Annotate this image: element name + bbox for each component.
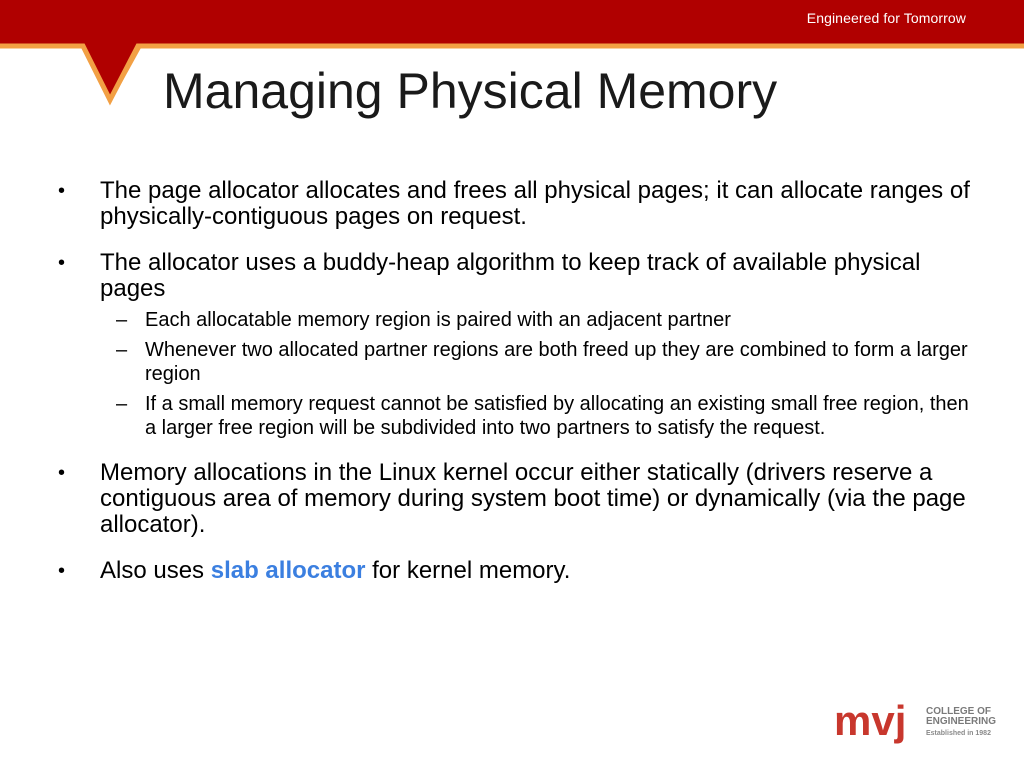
slide-content bbox=[58, 178, 978, 604]
bullet-3 bbox=[58, 460, 978, 538]
slide-title: Managing Physical Memory bbox=[163, 63, 778, 119]
bullet-4 bbox=[58, 558, 978, 584]
mvj-logo-mark bbox=[834, 697, 924, 749]
subitem-3 bbox=[100, 392, 978, 440]
subitem-dash: – bbox=[116, 339, 128, 361]
subitem-1-text: Each allocatable memory region is paired with an adjacent partner bbox=[145, 309, 731, 331]
college-logo bbox=[834, 697, 999, 749]
subitem-dash: – bbox=[116, 309, 128, 331]
subitem-1 bbox=[100, 308, 978, 332]
bullet-dot: • bbox=[58, 252, 66, 274]
header-tagline: Engineered for Tomorrow bbox=[806, 10, 966, 26]
mvj-mark-text: mvj bbox=[834, 697, 907, 744]
logo-college-name bbox=[926, 707, 996, 727]
bullet-4-text-before: Also uses bbox=[100, 557, 205, 584]
slab-allocator-highlight: slab allocator bbox=[210, 557, 366, 584]
subitem-3-text: If a small memory request cannot be satisfied by allocating an existing small free region, then a larger free region will be subdivided into two partners to satisfy the request. bbox=[145, 393, 969, 439]
bullet-1 bbox=[58, 178, 978, 230]
subitem-dash: – bbox=[116, 393, 128, 415]
subitem-2 bbox=[100, 338, 978, 386]
bullet-2-text: The allocator uses a buddy-heap algorithm to keep track of available physical pages bbox=[100, 249, 921, 302]
bullet-3-text: Memory allocations in the Linux kernel occur either statically (drivers reserve a contiguous area of memory during system boot time) or dynamically (via the page allocator). bbox=[100, 459, 966, 538]
subitem-2-text: Whenever two allocated partner regions are both freed up they are combined to form a larger region bbox=[145, 339, 968, 385]
bullet-1-text: The page allocator allocates and frees all physical pages; it can allocate ranges of physically-contiguous pages on request. bbox=[100, 177, 970, 230]
bullet-dot: • bbox=[58, 560, 66, 582]
bullet-2-sublist bbox=[100, 308, 978, 440]
logo-established: Established in 1982 bbox=[926, 730, 991, 737]
bullet-4-text-after: for kernel memory. bbox=[372, 557, 571, 584]
logo-line1: COLLEGE OF bbox=[926, 706, 991, 717]
bullet-dot: • bbox=[58, 462, 66, 484]
bullet-2 bbox=[58, 250, 978, 440]
bullet-dot: • bbox=[58, 180, 66, 202]
logo-line2: ENGINEERING bbox=[926, 716, 997, 727]
